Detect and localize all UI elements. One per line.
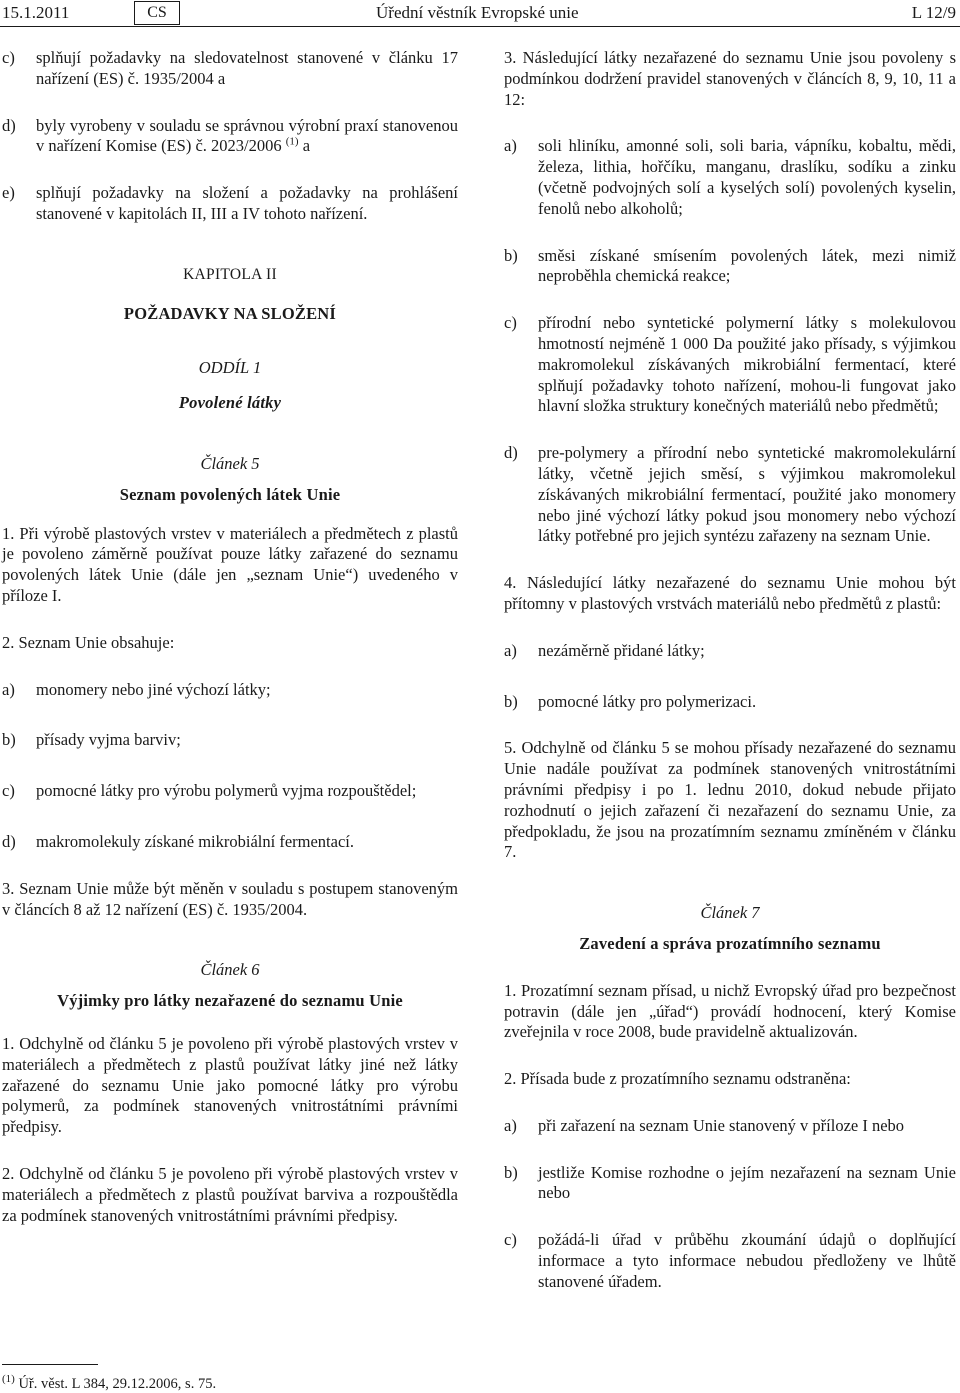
item-label: b) bbox=[504, 1162, 518, 1182]
item-label: c) bbox=[2, 48, 15, 67]
paragraph-7-2: 2. Přísada bude z prozatímního seznamu odstraněna: bbox=[504, 1069, 851, 1089]
item-text: přírodní nebo syntetické polymerní látky s molekulovou hmotností nejméně 1 000 Da použité jako přísady, s výjimkou makromolekul získávaných mikrobiální fermentací, které splňují požadavky tohoto nařízení, mohou-li fungovat jako hlavní složka struktury konečných materiálů nebo předmětů; bbox=[538, 313, 956, 416]
list-item-4a bbox=[504, 641, 956, 662]
list-item-4b bbox=[504, 692, 956, 713]
item-label: e) bbox=[2, 183, 15, 203]
item-text: jestliže Komise rozhodne o jejím nezařazení na seznam Unie nebo bbox=[538, 1162, 956, 1203]
list-item-c bbox=[2, 48, 458, 90]
footnote-reference[interactable]: (1) bbox=[285, 135, 299, 148]
right-column bbox=[504, 48, 956, 1293]
item-text: při zařazení na seznam Unie stanovený v příloze I nebo bbox=[538, 1115, 905, 1135]
item-text: požádá-li úřad v průběhu zkoumání údajů o doplňující informace a tyto informace nebudou předloženy ve lhůtě stanovené úřadem. bbox=[538, 1230, 956, 1291]
item-label: c) bbox=[504, 1230, 517, 1250]
paragraph-6-3: 3. Následující látky nezařazené do seznamu Unie jsou povoleny s podmínkou dodržení pravidel stanovených v článcích 8, 9, 10, 11 a 12: bbox=[504, 48, 956, 109]
page-number: L 12/9 bbox=[911, 3, 956, 22]
list-item-c2 bbox=[2, 781, 458, 802]
language-badge: CS bbox=[134, 1, 180, 25]
item-text: soli hliníku, amonné soli, soli baria, vápníku, kobaltu, mědi, železa, lithia, hořčíku, manganu, draslíku, sodíku a zinku (včetně podvojných solí a kyselých solí) povolených kyselin, fenolů nebo alkoholů; bbox=[538, 136, 956, 218]
left-column bbox=[2, 48, 458, 1226]
list-item-d2 bbox=[2, 832, 458, 853]
item-label: a) bbox=[504, 1115, 517, 1135]
article-6-title: Výjimky pro látky nezařazené do seznamu Unie bbox=[57, 991, 403, 1011]
item-text: splňují požadavky na sledovatelnost stanovené v článku 17 nařízení (ES) č. 1935/2004 a bbox=[36, 48, 458, 88]
journal-title: Úřední věstník Evropské unie bbox=[376, 3, 579, 22]
article-6-number: Článek 6 bbox=[200, 960, 260, 980]
item-label: a) bbox=[504, 136, 517, 156]
paragraph-6-2: 2. Odchylně od článku 5 je povoleno při výrobě plastových vrstev v materiálech a předmětech z plastů používat barviva a rozpouštědla za podmínek stanovených vnitrostátními právními předpisy. bbox=[2, 1163, 458, 1225]
item-text: pomocné látky pro výrobu polymerů vyjma rozpouštědel; bbox=[36, 781, 417, 801]
paragraph-6-5: 5. Odchylně od článku 5 se mohou přísady nezařazené do seznamu Unie nadále používat za podmínek stanovených vnitrostátními právními předpisy i po 1. lednu 2010, dokud nebude přijato rozhodnutí o jejich zařazení či nezařazení do seznamu Unie, za předpokladu, že jsou na prozatímním seznamu zmíněném v článku 7. bbox=[504, 738, 956, 862]
chapter-title: POŽADAVKY NA SLOŽENÍ bbox=[123, 303, 337, 323]
item-label: a) bbox=[2, 679, 15, 699]
list-item-b bbox=[504, 246, 956, 288]
footnote bbox=[2, 1375, 216, 1393]
section-number: ODDÍL 1 bbox=[198, 358, 262, 378]
item-label: b) bbox=[504, 245, 518, 265]
list-item-a bbox=[504, 136, 956, 219]
item-text: nezáměrně přidané látky; bbox=[538, 640, 705, 660]
item-label: b) bbox=[504, 691, 518, 711]
article-7-title: Zavedení a správa prozatímního seznamu bbox=[579, 933, 881, 953]
header-rule bbox=[0, 26, 960, 27]
section-title: Povolené látky bbox=[178, 393, 282, 413]
list-item-7c bbox=[504, 1230, 956, 1292]
item-text: makromolekuly získané mikrobiální fermentací. bbox=[36, 831, 354, 851]
footnote-marker: (1) bbox=[2, 1373, 15, 1386]
item-label: c) bbox=[2, 781, 15, 801]
list-item-b bbox=[2, 730, 458, 751]
item-text: byly vyrobeny v souladu se správnou výrobní praxí stanovenou v nařízení Komise (ES) č. 2023/2006 $^{(1)}$ a bbox=[36, 115, 458, 156]
issue-date: 15.1.2011 bbox=[2, 3, 70, 22]
paragraph-7-1: 1. Prozatímní seznam přísad, u nichž Evropský úřad pro bezpečnost potravin (dále jen „úřad“) provádí hodnocení, který Komise zveřejnila v roce 2008, bude pravidelně aktualizován. bbox=[504, 980, 956, 1042]
list-item-d bbox=[2, 116, 458, 158]
list-item-a bbox=[2, 680, 458, 701]
paragraph-6-1: 1. Odchylně od článku 5 je povoleno při výrobě plastových vrstev v materiálech a předmětech z plastů používat látky jiné než látky zařazené do seznamu Unie jako pomocné látky pro výrobu polymerů, za podmínek stanovených vnitrostátními právními předpisy. bbox=[2, 1033, 458, 1137]
footnote-rule bbox=[2, 1364, 98, 1365]
paragraph-5-1: 1. Při výrobě plastových vrstev v materiálech a předmětech z plastů je povoleno záměrně používat pouze látky zařazené do seznamu povolených látek Unie (dále jen „seznam Unie“) uvedeného v příloze I. bbox=[2, 523, 458, 605]
item-text: splňují požadavky na složení a požadavky na prohlášení stanovené v kapitolách II, III a IV tohoto nařízení. bbox=[36, 183, 458, 223]
chapter-number: KAPITOLA II bbox=[183, 265, 277, 283]
item-label: d) bbox=[2, 831, 16, 851]
journal-header bbox=[0, 0, 960, 26]
item-label: c) bbox=[504, 313, 517, 333]
list-item-c bbox=[504, 313, 956, 417]
item-label: d) bbox=[2, 115, 16, 135]
item-text: přísady vyjma barviv; bbox=[36, 730, 181, 750]
paragraph-6-4: 4. Následující látky nezařazené do seznamu Unie mohou být přítomny v plastových vrstvách materiálů nebo předmětů z plastů: bbox=[504, 573, 956, 613]
item-text: monomery nebo jiné výchozí látky; bbox=[36, 679, 271, 699]
article-5-number: Článek 5 bbox=[200, 453, 260, 473]
item-label: b) bbox=[2, 730, 16, 750]
list-item-7b bbox=[504, 1163, 956, 1205]
item-label: d) bbox=[504, 443, 518, 463]
item-label: a) bbox=[504, 640, 517, 660]
article-7-number: Článek 7 bbox=[700, 903, 760, 923]
list-item-7a bbox=[504, 1116, 956, 1137]
footnote-text: Úř. věst. L 384, 29.12.2006, s. 75. bbox=[18, 1376, 217, 1392]
item-text: směsi získané smísením povolených látek, mezi nimiž neproběhla chemická reakce; bbox=[538, 245, 956, 286]
article-5-title: Seznam povolených látek Unie bbox=[119, 484, 341, 504]
item-text: pomocné látky pro polymerizaci. bbox=[538, 691, 757, 711]
paragraph-5-2: 2. Seznam Unie obsahuje: bbox=[2, 632, 175, 652]
list-item-d bbox=[504, 443, 956, 547]
list-item-e bbox=[2, 183, 458, 225]
paragraph-5-3: 3. Seznam Unie může být měněn v souladu s postupem stanoveným v článcích 8 až 12 nařízení (ES) č. 1935/2004. bbox=[2, 878, 458, 919]
item-text: pre-polymery a přírodní nebo syntetické makromolekulární látky, včetně jejich směsí, s výjimkou makromolekul získávaných mikrobiální fermentací, použité jako monomery nebo jiné výchozí látky pokud jsou monomery nebo výchozí látky potřebné pro jejich syntézu zařazeny na seznam Unie. bbox=[538, 443, 956, 546]
